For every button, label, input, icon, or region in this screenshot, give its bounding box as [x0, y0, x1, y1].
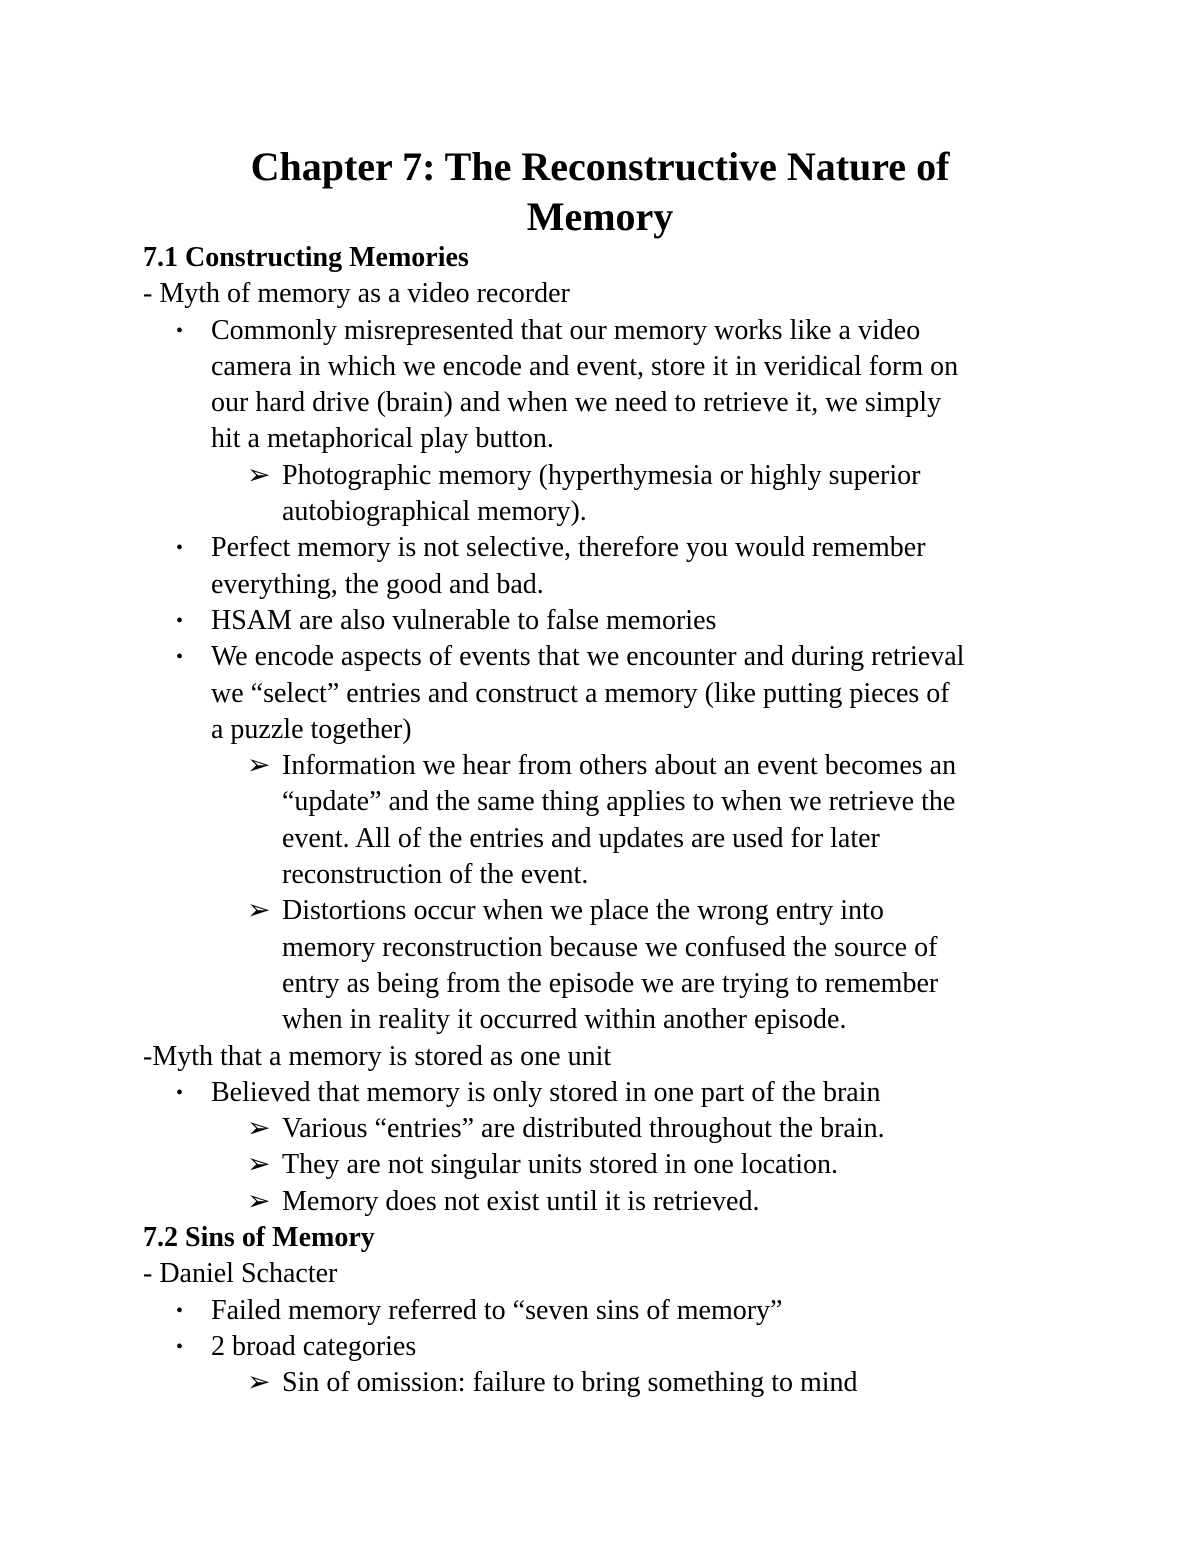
arrow-bullet-icon: ➢	[247, 895, 271, 927]
arrow-text: when in reality it occurred within another episode.	[282, 1004, 847, 1036]
arrow-bullet-icon: ➢	[247, 750, 271, 782]
chapter-title-line-2: Memory	[526, 194, 674, 239]
arrow-item	[143, 1184, 1073, 1220]
arrow-text: event. All of the entries and updates are used for later	[282, 822, 880, 854]
arrow-text: Sin of omission: failure to bring something to mind	[282, 1367, 858, 1399]
section-heading-7-2: 7.2 Sins of Memory	[143, 1222, 375, 1254]
arrow-text: They are not singular units stored in one location.	[282, 1149, 838, 1181]
bullet-text: everything, the good and bad.	[211, 568, 544, 600]
arrow-text: “update” and the same thing applies to when we retrieve the	[282, 786, 956, 818]
bullet-item	[143, 603, 1073, 639]
arrow-text: reconstruction of the event.	[282, 859, 589, 891]
bullet-text: Perfect memory is not selective, therefore you would remember	[211, 532, 926, 564]
arrow-bullet-icon: ➢	[247, 1113, 271, 1145]
arrow-bullet-icon: ➢	[247, 1185, 271, 1217]
bullet-text: Failed memory referred to “seven sins of memory”	[211, 1294, 783, 1326]
arrow-text: entry as being from the episode we are trying to remember	[282, 967, 939, 999]
bullet-item	[143, 1075, 1073, 1111]
arrow-item	[143, 1147, 1073, 1183]
arrow-text: Information we hear from others about an event becomes an	[282, 750, 957, 782]
bullet-item	[143, 313, 1073, 458]
bullet-icon: •	[176, 646, 184, 669]
bullet-icon: •	[176, 1081, 184, 1104]
author-name: - Daniel Schacter	[143, 1258, 338, 1290]
bullet-item	[143, 639, 1073, 748]
chapter-title	[0, 142, 1200, 242]
myth-one-unit: -Myth that a memory is stored as one unit	[143, 1040, 612, 1072]
arrow-text: Memory does not exist until it is retrieved.	[282, 1185, 760, 1217]
bullet-text: hit a metaphorical play button.	[211, 423, 554, 455]
bullet-text: 2 broad categories	[211, 1330, 417, 1362]
myth-video-recorder: - Myth of memory as a video recorder	[143, 278, 570, 310]
arrow-text: Distortions occur when we place the wrong entry into	[282, 895, 884, 927]
arrow-item	[143, 1111, 1073, 1147]
arrow-item	[143, 1365, 1073, 1401]
arrow-item	[143, 458, 1073, 531]
arrow-item	[143, 893, 1073, 1038]
bullet-text: our hard drive (brain) and when we need to retrieve it, we simply	[211, 387, 942, 419]
arrow-text: Various “entries” are distributed throughout the brain.	[282, 1113, 885, 1145]
document-body	[143, 240, 1073, 1402]
arrow-text: autobiographical memory).	[282, 496, 587, 528]
chapter-title-line-1: Chapter 7: The Reconstructive Nature of	[250, 144, 950, 189]
bullet-text: Believed that memory is only stored in one part of the brain	[211, 1076, 881, 1108]
arrow-text: Photographic memory (hyperthymesia or highly superior	[282, 459, 921, 491]
bullet-icon: •	[176, 537, 184, 560]
bullet-icon: •	[176, 319, 184, 342]
bullet-icon: •	[176, 1299, 184, 1322]
arrow-text: memory reconstruction because we confused the source of	[282, 931, 938, 963]
arrow-bullet-icon: ➢	[247, 459, 271, 491]
bullet-text: We encode aspects of events that we encounter and during retrieval	[211, 641, 965, 673]
bullet-item	[143, 1329, 1073, 1365]
bullet-item	[143, 530, 1073, 603]
arrow-bullet-icon: ➢	[247, 1367, 271, 1399]
bullet-text: a puzzle together)	[211, 713, 412, 745]
arrow-item	[143, 748, 1073, 893]
bullet-text: HSAM are also vulnerable to false memories	[211, 604, 717, 636]
arrow-bullet-icon: ➢	[247, 1149, 271, 1181]
bullet-icon: •	[176, 1335, 184, 1358]
bullet-item	[143, 1293, 1073, 1329]
bullet-icon: •	[176, 609, 184, 632]
bullet-text: we “select” entries and construct a memory (like putting pieces of	[211, 677, 950, 709]
bullet-text: camera in which we encode and event, store it in veridical form on	[211, 350, 959, 382]
bullet-text: Commonly misrepresented that our memory works like a video	[211, 314, 921, 346]
section-heading-7-1: 7.1 Constructing Memories	[143, 242, 469, 273]
